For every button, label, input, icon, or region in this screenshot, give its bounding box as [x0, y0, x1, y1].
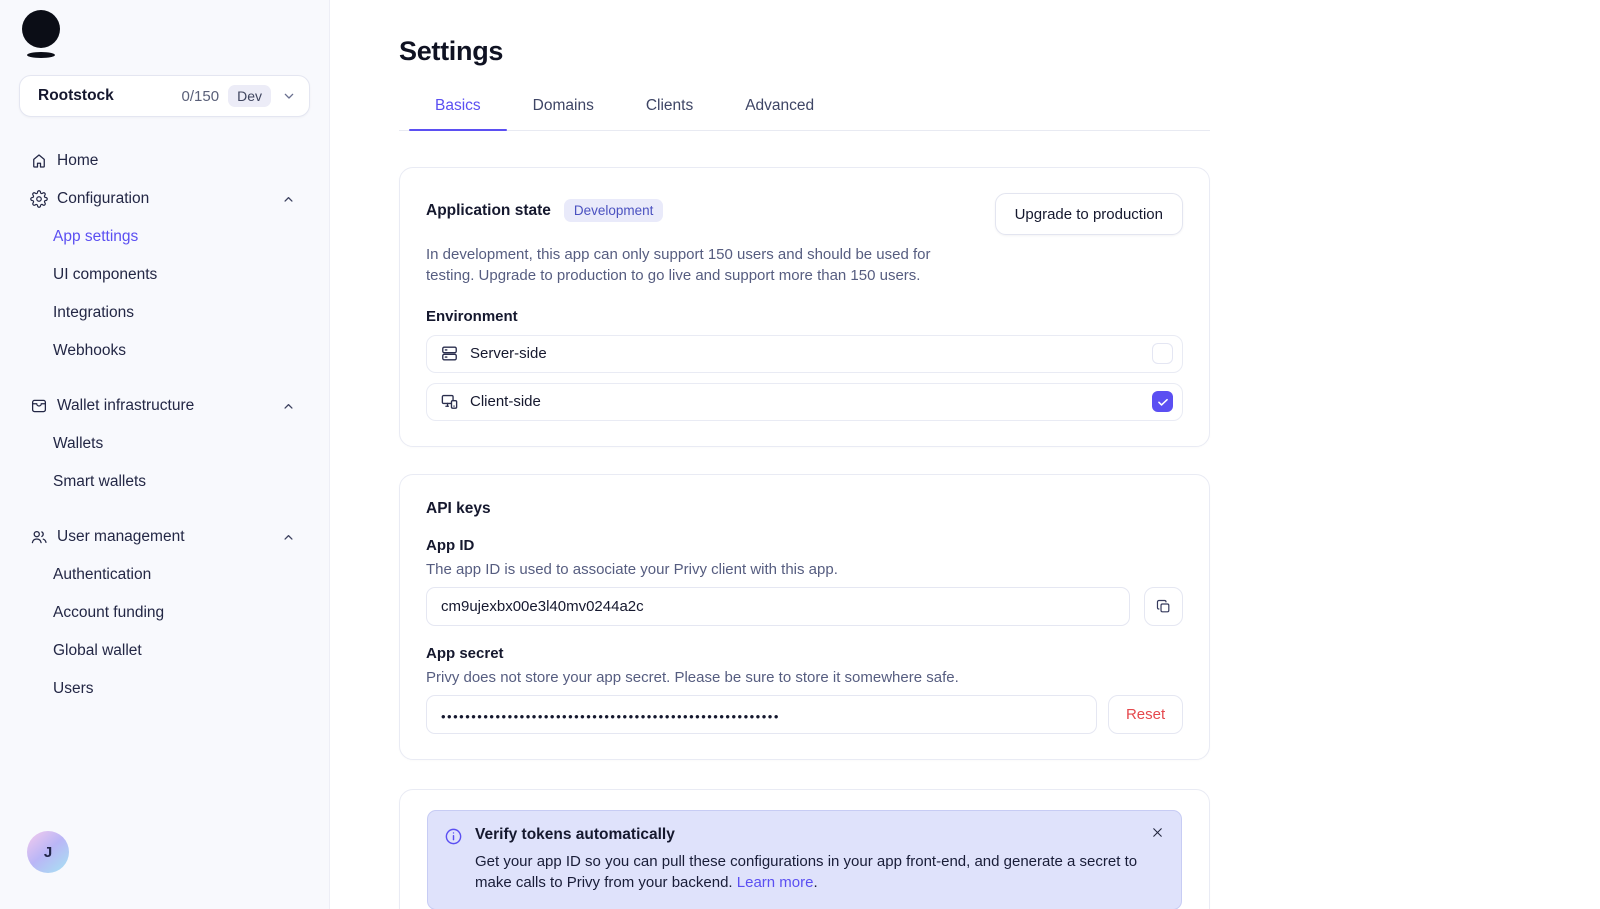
sidebar-item-user-management[interactable]	[0, 518, 329, 556]
app-secret-input[interactable]	[426, 695, 1097, 734]
verify-tokens-banner	[427, 810, 1182, 909]
client-side-checkbox[interactable]	[1152, 391, 1173, 412]
sidebar-item-label: Webhooks	[53, 342, 126, 359]
app-secret-description: Privy does not store your app secret. Please be sure to store it somewhere safe.	[426, 668, 959, 686]
sidebar-item-ui-components[interactable]	[0, 256, 329, 294]
avatar[interactable]	[27, 831, 69, 873]
sidebar-item-wallet-infrastructure[interactable]	[0, 387, 329, 425]
token-verification-card	[399, 789, 1210, 909]
application-state-card	[399, 167, 1210, 447]
chevron-down-icon	[281, 88, 297, 104]
sidebar	[0, 0, 330, 909]
chevron-up-icon	[281, 399, 296, 414]
sidebar-item-label: Configuration	[57, 190, 150, 207]
development-badge: Development	[564, 199, 664, 222]
app-selector[interactable]	[19, 75, 310, 117]
environment-option-label: Server-side	[470, 345, 547, 363]
environment-option-client-side[interactable]	[426, 383, 1183, 421]
privy-logo-ellipse	[27, 52, 55, 58]
sidebar-item-authentication[interactable]	[0, 556, 329, 594]
gear-icon	[30, 190, 48, 208]
app-id-input[interactable]	[426, 587, 1130, 626]
privy-logo	[22, 10, 60, 58]
sidebar-item-home[interactable]	[0, 142, 329, 180]
sidebar-item-label: User management	[57, 528, 185, 545]
copy-app-id-button[interactable]	[1144, 587, 1183, 626]
sidebar-item-label: Global wallet	[53, 642, 142, 659]
server-icon	[440, 344, 459, 363]
env-badge: Dev	[228, 85, 271, 107]
sidebar-item-label: Smart wallets	[53, 473, 147, 490]
sidebar-item-account-funding[interactable]	[0, 594, 329, 632]
info-icon	[444, 827, 463, 846]
sidebar-item-label: Wallets	[53, 435, 104, 452]
sidebar-item-configuration[interactable]	[0, 180, 329, 218]
banner-body	[475, 851, 1165, 895]
main-content	[330, 0, 1600, 909]
sidebar-item-app-settings[interactable]	[0, 218, 329, 256]
devices-icon	[440, 392, 459, 411]
sidebar-item-smart-wallets[interactable]	[0, 463, 329, 501]
sidebar-item-label: Integrations	[53, 304, 134, 321]
application-state-title: Application state	[426, 201, 551, 219]
page-title: Settings	[399, 36, 504, 66]
tab-advanced[interactable]: Advanced	[745, 97, 815, 114]
environment-option-label: Client-side	[470, 393, 541, 411]
app-secret-row	[426, 695, 1183, 734]
sidebar-nav	[0, 142, 329, 708]
server-side-checkbox[interactable]	[1152, 343, 1173, 364]
wallet-icon	[30, 397, 48, 415]
reset-app-secret-button[interactable]: Reset	[1108, 695, 1183, 734]
close-icon[interactable]	[1150, 825, 1165, 840]
learn-more-link[interactable]: Learn more	[736, 874, 814, 892]
application-state-title-row	[426, 193, 663, 222]
app-id-row	[426, 587, 1183, 626]
banner-title: Verify tokens automatically	[475, 825, 675, 843]
sidebar-item-label: UI components	[53, 266, 158, 283]
tab-basics[interactable]: Basics	[409, 97, 507, 130]
tab-clients[interactable]: Clients	[645, 97, 694, 114]
app-id-label: App ID	[426, 536, 475, 554]
banner-content	[475, 826, 1165, 895]
sidebar-item-label: Users	[53, 680, 94, 697]
chevron-up-icon	[281, 192, 296, 207]
app-usage-count: 0/150	[181, 87, 220, 105]
banner-body-text: Get your app ID so you can pull these configurations in your app front-end, and generate a secret to make calls to Privy from your backend.	[475, 852, 1138, 892]
sidebar-item-wallets[interactable]	[0, 425, 329, 463]
users-icon	[30, 528, 48, 546]
settings-tabbar	[399, 97, 1210, 131]
sidebar-item-global-wallet[interactable]	[0, 632, 329, 670]
sidebar-item-webhooks[interactable]	[0, 332, 329, 370]
banner-body-suffix: .	[813, 874, 818, 892]
sidebar-item-label: Home	[57, 152, 99, 169]
tab-domains[interactable]: Domains	[532, 97, 594, 114]
environment-label: Environment	[426, 307, 518, 325]
chevron-up-icon	[281, 530, 296, 545]
application-state-header	[426, 193, 1183, 235]
checkmark-icon	[1156, 395, 1170, 409]
copy-icon	[1155, 598, 1172, 615]
avatar-initial: J	[43, 843, 53, 861]
privy-logo-circle	[22, 10, 60, 48]
app-id-description: The app ID is used to associate your Privy client with this app.	[426, 560, 838, 578]
app-secret-label: App secret	[426, 644, 504, 662]
sidebar-item-integrations[interactable]	[0, 294, 329, 332]
sidebar-item-label: Authentication	[53, 566, 152, 583]
application-state-description: In development, this app can only support 150 users and should be used for testing. Upgrade to production to go live and support more than 150 users.	[426, 246, 931, 285]
upgrade-to-production-button[interactable]: Upgrade to production	[995, 193, 1183, 235]
environment-option-server-side[interactable]	[426, 335, 1183, 373]
api-keys-title: API keys	[426, 499, 491, 517]
api-keys-card	[399, 474, 1210, 760]
sidebar-item-users[interactable]	[0, 670, 329, 708]
sidebar-item-label: Account funding	[53, 604, 165, 621]
sidebar-item-label: Wallet infrastructure	[57, 397, 195, 414]
home-icon	[30, 152, 48, 170]
sidebar-item-label: App settings	[53, 228, 139, 245]
app-selector-name: Rootstock	[38, 87, 114, 104]
